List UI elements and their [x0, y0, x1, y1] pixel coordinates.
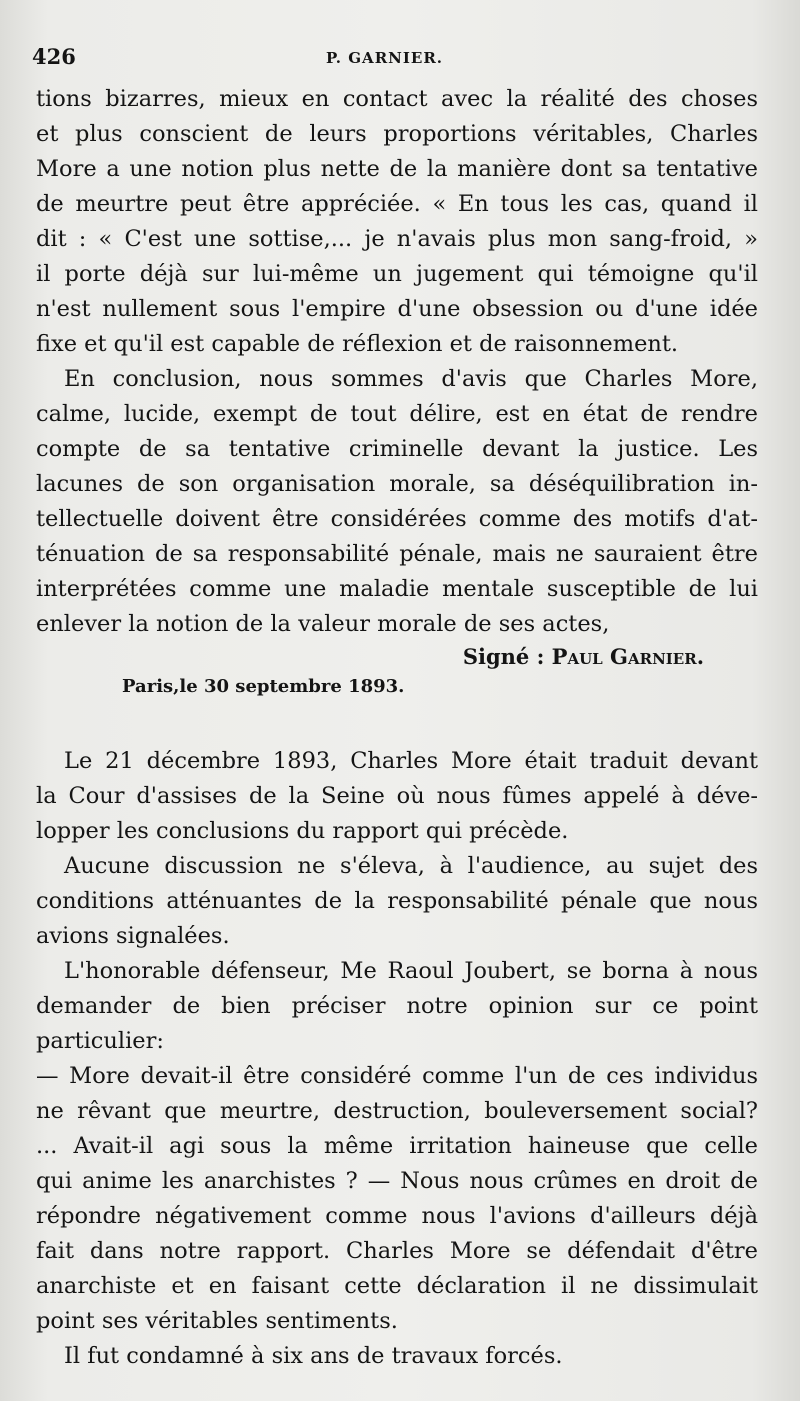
text-line: L'honorable défenseur, Me Raoul Joubert, se borna à nous: [64, 958, 758, 984]
text-line: la Cour d'assises de la Seine où nous fûmes appelé à déve-: [36, 783, 758, 809]
text-line: compte de sa tentative criminelle devant la justice. Les: [36, 436, 758, 462]
running-head: P. GARNIER.: [326, 49, 444, 67]
page-body: [36, 82, 758, 1374]
page-header: [32, 44, 752, 76]
text-line: demander de bien préciser notre opinion sur ce point particulier:: [36, 993, 758, 1054]
text-line: fixe et qu'il est capable de réflexion et de raisonnement.: [36, 331, 679, 357]
text-line: conditions atténuantes de la responsabilité pénale que nous: [36, 888, 758, 914]
text-line: lopper les conclusions du rapport qui précède.: [36, 818, 569, 844]
text-line: qui anime les anarchistes ? — Nous nous crûmes en droit de: [36, 1168, 758, 1194]
text-line: Il fut condamné à six ans de travaux forcés.: [64, 1343, 563, 1369]
date-line: Paris,le 30 septembre 1893.: [122, 676, 405, 697]
text-line: ... Avait-il agi sous la même irritation haineuse que celle: [36, 1133, 758, 1159]
text-line: il porte déjà sur lui-même un jugement qui témoigne qu'il: [36, 261, 758, 287]
signature-name: Paul Garnier.: [551, 644, 704, 669]
text-line: calme, lucide, exempt de tout délire, est en état de rendre: [36, 401, 758, 427]
text-line: n'est nullement sous l'empire d'une obsession ou d'une idée: [36, 296, 758, 322]
text-line: tellectuelle doivent être considérées comme des motifs d'at-: [36, 506, 758, 532]
text-line: répondre négativement comme nous l'avions d'ailleurs déjà: [36, 1203, 758, 1229]
text-line: point ses véritables sentiments.: [36, 1308, 398, 1334]
text-line: fait dans notre rapport. Charles More se défendait d'être: [36, 1238, 758, 1264]
text-line: Le 21 décembre 1893, Charles More était traduit devant: [64, 748, 758, 774]
text-line: interprétées comme une maladie mentale susceptible de lui: [36, 576, 758, 602]
text-line: ne rêvant que meurtre, destruction, bouleversement social?: [36, 1098, 758, 1124]
text-line: lacunes de son organisation morale, sa déséquilibration in-: [36, 471, 758, 497]
signature: [36, 642, 758, 672]
text-line: avions signalées.: [36, 923, 230, 949]
text-line: dit : « C'est une sottise,... je n'avais plus mon sang-froid, »: [36, 226, 758, 252]
text-block-before-signature: [36, 82, 758, 642]
text-line: de meurtre peut être appréciée. « En tous les cas, quand il: [36, 191, 758, 217]
text-line: Aucune discussion ne s'éleva, à l'audience, au sujet des: [64, 853, 758, 879]
page-number: 426: [32, 44, 76, 69]
text-line: et plus conscient de leurs proportions véritables, Charles: [36, 121, 758, 147]
text-line: ténuation de sa responsabilité pénale, mais ne sauraient être: [36, 541, 758, 567]
signature-prefix: Signé :: [462, 644, 552, 669]
text-line: tions bizarres, mieux en contact avec la réalité des choses: [36, 86, 758, 112]
text-line: More a une notion plus nette de la manière dont sa tentative: [36, 156, 758, 182]
text-block-after-signature: [36, 744, 758, 1374]
text-line: anarchiste et en faisant cette déclaration il ne dissimulait: [36, 1273, 758, 1299]
text-line: En conclusion, nous sommes d'avis que Charles More,: [64, 366, 758, 392]
text-line: enlever la notion de la valeur morale de ses actes,: [36, 611, 610, 637]
text-line: — More devait-il être considéré comme l'un de ces individus: [36, 1063, 758, 1089]
